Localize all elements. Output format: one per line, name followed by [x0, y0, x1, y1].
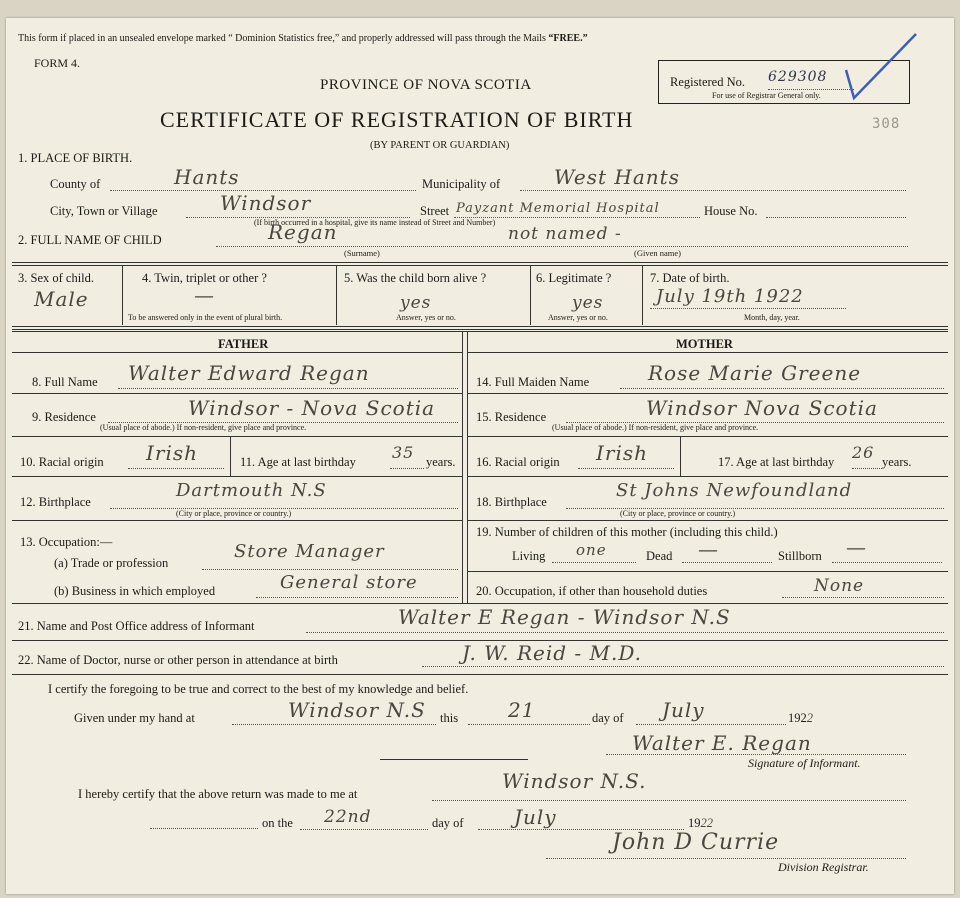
doctor-value: J. W. Reid - M.D.	[462, 641, 643, 665]
registrar-day-of-label: day of	[432, 816, 464, 830]
twin-note: To be answered only in the event of plural birth.	[128, 313, 283, 322]
postal-note: This form if placed in an unsealed envelope marked “ Dominion Statistics free,” and properly addressed will pass through the Mails “FREE.”	[18, 33, 588, 44]
child-name-line	[216, 246, 908, 247]
business-line	[256, 597, 458, 598]
form-number: FORM 4.	[34, 56, 81, 70]
trade-line	[202, 569, 458, 570]
living-value: one	[576, 541, 607, 559]
certificate-title: CERTIFICATE OF REGISTRATION OF BIRTH	[160, 107, 634, 132]
father-birthplace-note: (City or place, province or country.)	[176, 509, 292, 518]
mother-age-line	[852, 468, 882, 469]
divider	[12, 393, 462, 394]
divider	[467, 520, 948, 521]
birth-certificate-form	[6, 18, 954, 894]
date-note: Month, day, year.	[744, 313, 800, 322]
twin-label: 4. Twin, triplet or other ?	[142, 271, 267, 285]
surname-caption: (Surname)	[344, 248, 380, 258]
stillborn-line	[832, 562, 942, 563]
certify-statement: I certify the foregoing to be true and correct to the best of my knowledge and belief.	[48, 682, 469, 696]
this-label: this	[440, 711, 459, 725]
street-label: Street	[420, 204, 450, 218]
registrar-signature: John D Currie	[612, 830, 780, 855]
mother-residence-note: (Usual place of abode.) If non-resident, give place and province.	[552, 423, 759, 432]
informant-value: Walter E Regan - Windsor N.S	[398, 605, 731, 629]
given-name-caption: (Given name)	[634, 248, 681, 258]
father-birthplace-value: Dartmouth N.S	[176, 480, 327, 501]
year-value: 2	[806, 711, 813, 725]
children-label: 19. Number of children of this mother (including this child.)	[476, 525, 778, 539]
child-surname: Regan	[268, 220, 338, 244]
mother-residence-label: 15. Residence	[476, 410, 547, 424]
father-age-value: 35	[392, 443, 415, 462]
father-occupation-label: 13. Occupation:—	[20, 535, 113, 549]
day-line	[468, 724, 590, 725]
registrar-month-value: July	[514, 805, 557, 829]
registrar-year-value: 22	[700, 816, 713, 830]
mother-residence-value: Windsor Nova Scotia	[646, 396, 878, 420]
mother-name-value: Rose Marie Greene	[648, 361, 862, 385]
mother-racial-line	[578, 468, 674, 469]
father-residence-value: Windsor - Nova Scotia	[188, 396, 436, 420]
certificate-subtitle: (BY PARENT OR GUARDIAN)	[370, 140, 510, 151]
divider	[467, 436, 948, 437]
divider	[462, 331, 463, 603]
informant-label: 21. Name and Post Office address of Informant	[18, 619, 255, 633]
father-heading: FATHER	[218, 337, 269, 351]
trade-value: Store Manager	[234, 541, 385, 562]
dead-label: Dead	[646, 549, 673, 563]
alive-note: Answer, yes or no.	[396, 313, 456, 322]
divider	[12, 326, 948, 330]
county-label: County of	[50, 177, 101, 191]
divider	[380, 759, 528, 760]
on-the-label: on the	[262, 816, 293, 830]
mother-racial-value: Irish	[596, 441, 649, 465]
street-value: Payzant Memorial Hospital	[456, 201, 660, 216]
father-racial-label: 10. Racial origin	[20, 455, 104, 469]
father-racial-value: Irish	[146, 441, 199, 465]
mother-age-label: 17. Age at last birthday	[718, 455, 835, 469]
mother-age-value: 26	[852, 443, 875, 462]
city-value: Windsor	[220, 191, 312, 215]
divider	[467, 393, 948, 394]
mother-birthplace-value: St Johns Newfoundland	[616, 480, 853, 501]
mother-name-label: 14. Full Maiden Name	[476, 375, 590, 389]
house-line	[766, 217, 906, 218]
living-label: Living	[512, 549, 546, 563]
father-age-unit: years.	[426, 455, 456, 469]
registrar-day-value: 22nd	[324, 807, 372, 827]
divider	[12, 520, 462, 521]
postal-free-label: “FREE.”	[548, 33, 588, 44]
registrar-note: For use of Registrar General only.	[712, 91, 821, 100]
divider	[530, 265, 531, 325]
divider	[12, 436, 462, 437]
divider	[467, 331, 468, 603]
municipality-label: Municipality of	[422, 177, 501, 191]
father-name-line	[118, 388, 458, 389]
informant-line	[306, 632, 944, 633]
living-line	[552, 562, 636, 563]
divider	[467, 352, 948, 353]
signature-line	[606, 754, 906, 755]
registrar-year-prefix: 19	[688, 816, 701, 830]
registrar-statement: I hereby certify that the above return was made to me at	[78, 787, 358, 801]
house-label: House No.	[704, 204, 758, 218]
doctor-line	[422, 666, 944, 667]
mother-birthplace-note: (City or place, province or country.)	[620, 509, 736, 518]
stillborn-label: Stillborn	[778, 549, 822, 563]
divider	[680, 436, 681, 476]
month-line	[636, 724, 786, 725]
dead-line	[682, 562, 772, 563]
year-prefix: 192	[788, 711, 807, 725]
checkmark-icon	[842, 30, 922, 102]
given-day-value: 21	[508, 698, 536, 722]
municipality-value: West Hants	[554, 165, 680, 189]
county-value: Hants	[174, 165, 240, 189]
legitimate-note: Answer, yes or no.	[548, 313, 608, 322]
date-line	[650, 308, 846, 309]
hospital-note: (If birth occurred in a hospital, give its name instead of Street and Number)	[254, 218, 496, 227]
mother-name-line	[620, 388, 944, 389]
dead-value: —	[698, 537, 719, 561]
divider	[12, 603, 948, 604]
business-label: (b) Business in which employed	[54, 584, 216, 598]
division-registrar-caption: Division Registrar.	[778, 860, 869, 874]
father-residence-label: 9. Residence	[32, 410, 96, 424]
place-of-birth-heading: 1. PLACE OF BIRTH.	[18, 151, 133, 165]
lead-line	[150, 828, 258, 829]
registrar-day-line	[300, 829, 428, 830]
given-year	[788, 711, 813, 725]
father-age-line	[390, 468, 424, 469]
municipality-line	[520, 190, 906, 191]
given-place-line	[232, 724, 436, 725]
mother-age-unit: years.	[882, 455, 912, 469]
father-residence-note: (Usual place of abode.) If non-resident, give place and province.	[100, 423, 307, 432]
father-name-value: Walter Edward Regan	[128, 361, 370, 385]
stillborn-value: —	[846, 535, 867, 559]
sex-label: 3. Sex of child.	[18, 271, 95, 285]
alive-label: 5. Was the child born alive ?	[344, 271, 487, 285]
father-name-label: 8. Full Name	[32, 375, 98, 389]
registrar-year	[688, 816, 713, 830]
child-name-label: 2. FULL NAME OF CHILD	[18, 233, 162, 247]
informant-signature-caption: Signature of Informant.	[748, 756, 861, 770]
mother-occupation-label: 20. Occupation, if other than household duties	[476, 584, 708, 598]
father-birthplace-label: 12. Birthplace	[20, 495, 91, 509]
registered-label: Registered No.	[670, 75, 745, 89]
divider	[336, 265, 337, 325]
given-under-label: Given under my hand at	[74, 711, 195, 725]
corner-stamp: 308	[872, 116, 901, 132]
mother-racial-label: 16. Racial origin	[476, 455, 560, 469]
date-value: July 19th 1922	[656, 286, 804, 307]
father-racial-line	[128, 468, 224, 469]
given-place-value: Windsor N.S	[288, 698, 426, 722]
divider	[12, 262, 948, 266]
legitimate-value: yes	[572, 293, 604, 313]
trade-label: (a) Trade or profession	[54, 556, 169, 570]
mother-heading: MOTHER	[676, 337, 733, 351]
date-label: 7. Date of birth.	[650, 271, 730, 285]
child-given-name: not named -	[508, 224, 622, 244]
divider	[642, 265, 643, 325]
father-age-label: 11. Age at last birthday	[240, 455, 356, 469]
registrar-place-line	[432, 800, 906, 801]
day-of-label: day of	[592, 711, 624, 725]
business-value: General store	[280, 572, 418, 593]
divider	[467, 476, 948, 477]
legitimate-label: 6. Legitimate ?	[536, 271, 612, 285]
divider	[122, 265, 123, 325]
mother-birthplace-label: 18. Birthplace	[476, 495, 547, 509]
registrar-place-value: Windsor N.S.	[502, 769, 647, 793]
alive-value: yes	[400, 293, 432, 313]
registrar-signature-line	[546, 858, 906, 859]
mother-occupation-value: None	[814, 576, 865, 596]
sex-value: Male	[34, 287, 89, 311]
doctor-label: 22. Name of Doctor, nurse or other person in attendance at birth	[18, 653, 338, 667]
divider	[467, 571, 948, 572]
mother-occupation-line	[782, 597, 944, 598]
province-heading: PROVINCE OF NOVA SCOTIA	[320, 77, 532, 93]
divider	[12, 352, 462, 353]
registered-value: 629308	[768, 69, 828, 85]
divider	[230, 436, 231, 476]
divider	[12, 331, 948, 332]
divider	[12, 476, 462, 477]
city-label: City, Town or Village	[50, 204, 158, 218]
divider	[12, 674, 948, 675]
twin-value: —	[194, 283, 215, 307]
informant-signature: Walter E. Regan	[632, 731, 812, 755]
given-month-value: July	[662, 698, 705, 722]
